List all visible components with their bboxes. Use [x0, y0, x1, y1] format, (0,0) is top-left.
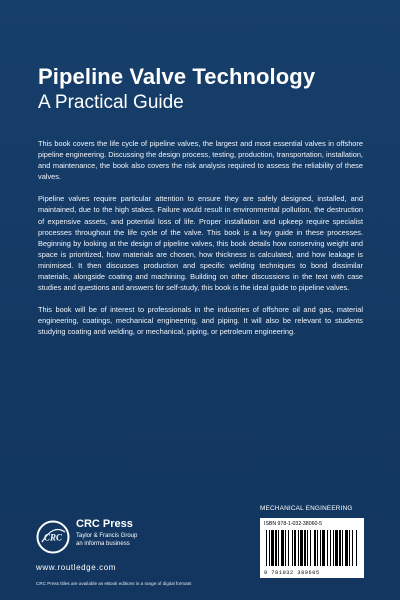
- publisher-url[interactable]: www.routledge.com: [36, 563, 117, 572]
- barcode-bars: [266, 530, 358, 566]
- barcode-bar: [322, 530, 325, 566]
- barcode-bar: [271, 530, 274, 566]
- publisher-business: an informa business: [76, 540, 130, 547]
- barcode-bar: [285, 530, 286, 566]
- barcode-bar: [310, 530, 311, 566]
- barcode-bar: [320, 530, 321, 566]
- barcode-bar: [327, 530, 328, 566]
- subject-category: MECHANICAL ENGINEERING: [260, 505, 353, 512]
- barcode-bar: [281, 530, 284, 566]
- crc-logo-text: CRC: [43, 532, 63, 543]
- barcode-bar: [269, 530, 270, 566]
- barcode-bar: [275, 530, 277, 566]
- publisher-tagline: [76, 533, 137, 548]
- barcode-bar: [278, 530, 279, 566]
- barcode-digits: 9 781032 380605: [264, 570, 320, 576]
- barcode-bar: [356, 530, 357, 566]
- barcode-bar: [342, 530, 343, 566]
- description-paragraph-2: Pipeline valves require particular attention to ensure they are safely designed, installed, and maintained, due to the high stakes. Failure would result in environmental pollution, the destruction of expensive assets, and potential loss of life. Proper installation and upkeep require specialist processes throughout the life cycle of the valve. This book is a key guide in these processes. Beginning by looking at the design of pipeline valves, this book details how conserving weight and space is prioritized, how materials are chosen, how thickness is calculated, and how leakage is minimised. It then discusses production and specific welding techniques to bond dissimilar materials, alongside coating and machining. Building on other discussions in the text with case studies and questions and answers for self-study, this book is the ideal guide to pipeline valves.: [38, 194, 363, 293]
- barcode-bar: [349, 530, 350, 566]
- barcode-bar: [333, 530, 334, 566]
- barcode-bar: [352, 530, 353, 566]
- barcode-bar: [339, 530, 341, 566]
- barcode-bar: [288, 530, 289, 566]
- publisher-name: CRC Press: [76, 518, 133, 530]
- barcode-bar: [330, 530, 331, 566]
- barcode-bar: [345, 530, 348, 566]
- book-subtitle: A Practical Guide: [38, 92, 184, 113]
- barcode-bar: [300, 530, 303, 566]
- publisher-group: Taylor & Francis Group: [76, 533, 138, 539]
- book-description: [38, 138, 363, 349]
- barcode-bar: [292, 530, 293, 566]
- isbn-label: ISBN 978-1-032-38060-5: [264, 521, 322, 527]
- barcode-bar: [317, 530, 318, 566]
- description-paragraph-3: This book will be of interest to professionals in the industries of offshore oil and gas, material engineering, coatings, mechanical engineering, and piping. It will also be relevant to students studying coating and welding, or mechanical, piping, or petroleum engineering.: [38, 305, 363, 337]
- barcode-bar: [335, 530, 338, 566]
- barcode-bar: [314, 530, 316, 566]
- isbn-barcode: [260, 518, 364, 578]
- barcode-bar: [294, 530, 296, 566]
- barcode-bar: [307, 530, 308, 566]
- barcode-bar: [304, 530, 306, 566]
- crc-press-logo-icon: [36, 520, 70, 554]
- book-title: Pipeline Valve Technology: [38, 64, 316, 89]
- barcode-bar: [266, 530, 267, 566]
- barcode-bar: [298, 530, 299, 566]
- ebook-note: CRC Press titles are available as eBook editions in a range of digital formats: [36, 581, 192, 586]
- description-paragraph-1: This book covers the life cycle of pipeline valves, the largest and most essential valves in offshore pipeline engineering. Discussing the design process, testing, production, transportation, installation, and maintenance, the book also covers the risk analysis required to assess the reliability of these valves.: [38, 139, 363, 182]
